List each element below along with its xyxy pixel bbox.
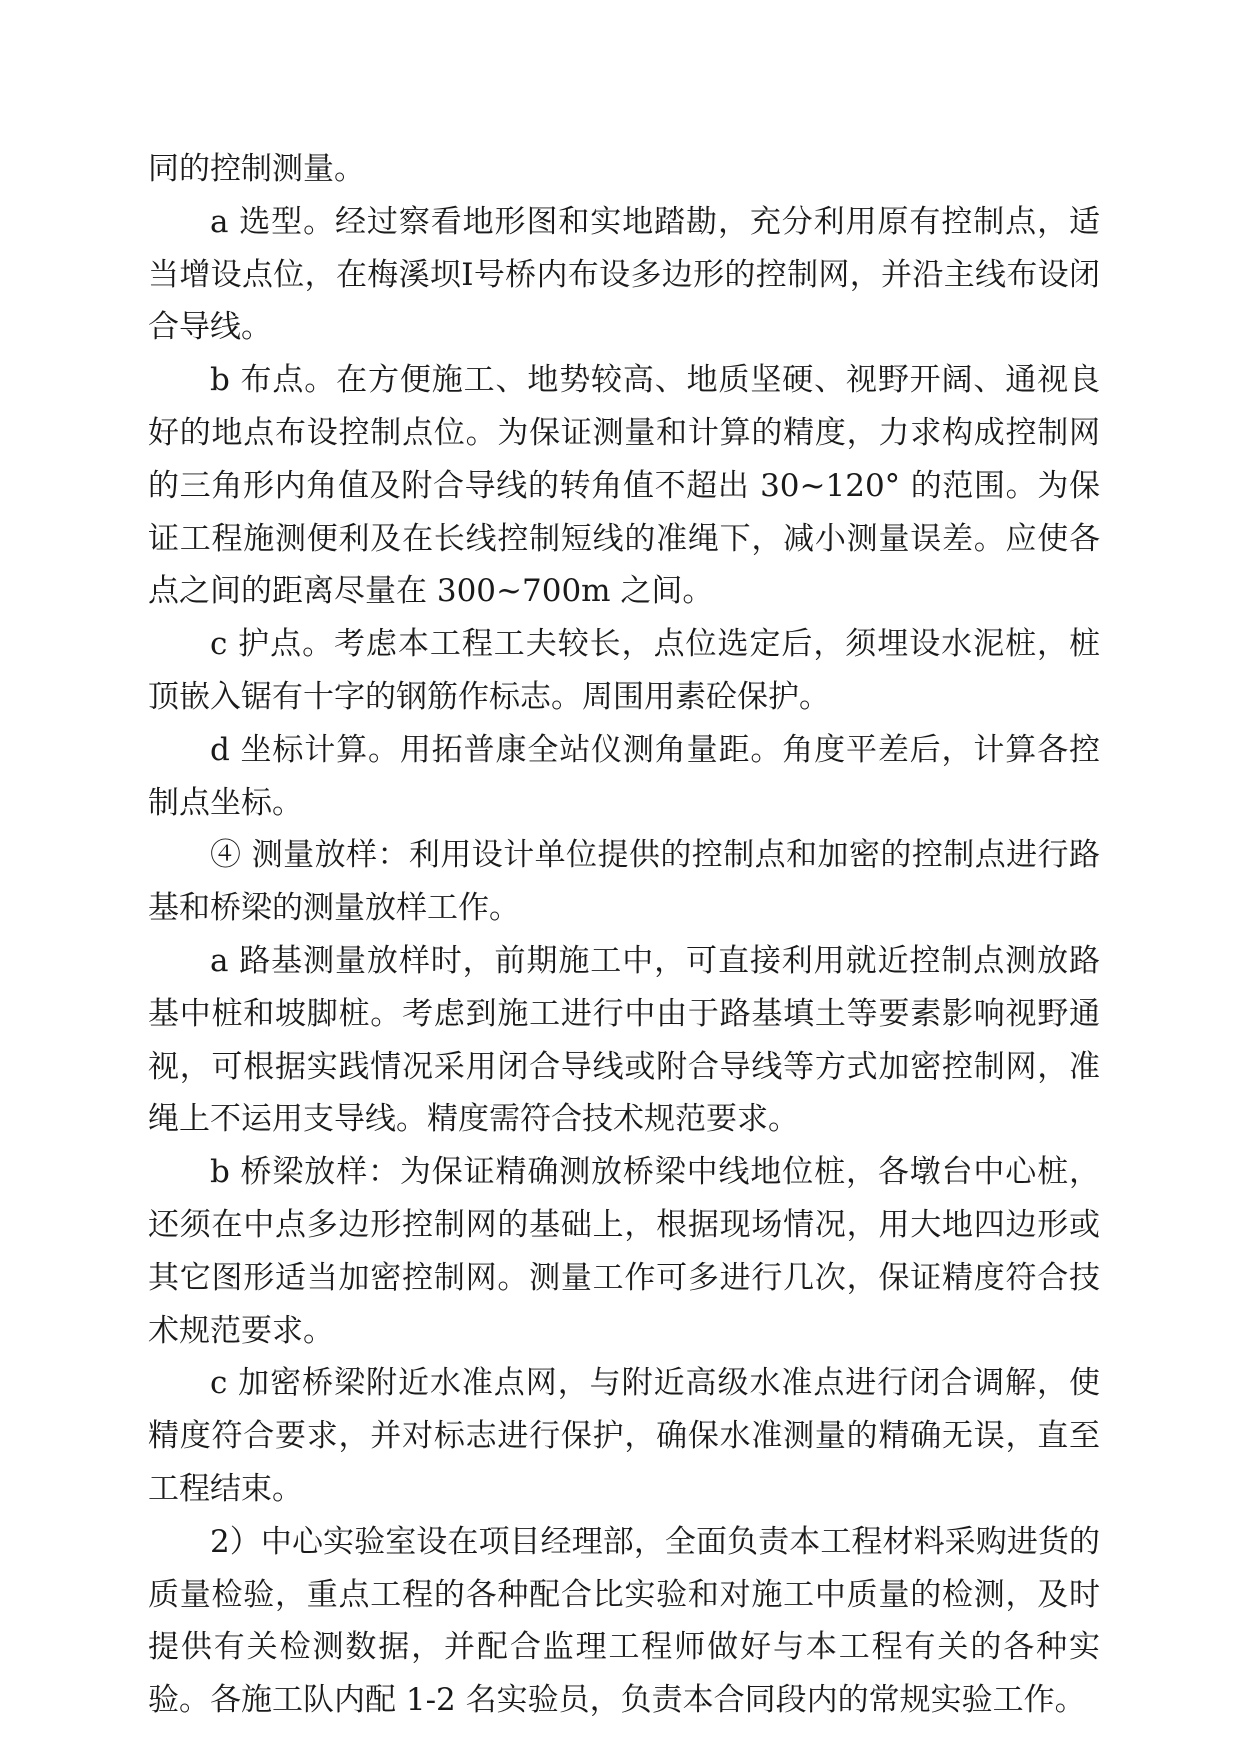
paragraph-continuation: 同的控制测量。 — [148, 151, 365, 187]
document-page — [148, 143, 1100, 1727]
paragraph-a-selection: a 选型。经过察看地形图和实地踏勘，充分利用原有控制点，适当增设点位，在梅溪坝Ⅰ号桥内布设多边形的控制网，并沿主线布设闭合导线。 — [148, 203, 1100, 346]
paragraph-a-roadbed-staking: a 路基测量放样时，前期施工中，可直接利用就近控制点测放路基中桩和坡脚桩。考虑到施工进行中由于路基填土等要素影响视野通视，可根据实践情况采用闭合导线或附合导线等方式加密控制网，准绳上不运用支导线。精度需符合技术规范要求。 — [148, 942, 1100, 1138]
paragraph-c-protection: c 护点。考虑本工程工夫较长，点位选定后，须埋设水泥桩，桩顶嵌入锯有十字的钢筋作标志。周围用素砼保护。 — [148, 626, 1100, 715]
paragraph-c-benchmark-network: c 加密桥梁附近水准点网，与附近高级水准点进行闭合调解，使精度符合要求，并对标志进行保护，确保水准测量的精确无误，直至工程结束。 — [148, 1365, 1100, 1507]
paragraph-b-bridge-staking: b 桥梁放样：为保证精确测放桥梁中线地位桩，各墩台中心桩，还须在中点多边形控制网的基础上，根据现场情况，用大地四边形或其它图形适当加密控制网。测量工作可多进行几次，保证精度符合技术规范要求。 — [148, 1154, 1100, 1349]
paragraph-central-lab: 2）中心实验室设在项目经理部，全面负责本工程材料采购进货的质量检验，重点工程的各种配合比实验和对施工中质量的检测，及时提供有关检测数据，并配合监理工程师做好与本工程有关的各种实验。各施工队内配 1-2 名实验员，负责本合同段内的常规实验工作。 — [148, 1523, 1100, 1719]
paragraph-d-coordinates: d 坐标计算。用拓普康全站仪测角量距。角度平差后，计算各控制点坐标。 — [148, 731, 1100, 821]
paragraph-survey-staking: ④ 测量放样：利用设计单位提供的控制点和加密的控制点进行路基和桥梁的测量放样工作。 — [148, 837, 1100, 927]
paragraph-b-layout: b 布点。在方便施工、地势较高、地质坚硬、视野开阔、通视良好的地点布设控制点位。为保证测量和计算的精度，力求构成控制网的三角形内角值及附合导线的转角值不超出 30~120° 的范围。为保证工程施测便利及在长线控制短线的准绳下，减小测量误差。应使各点之间的距离尽量在 300~700m 之间。 — [148, 362, 1100, 610]
